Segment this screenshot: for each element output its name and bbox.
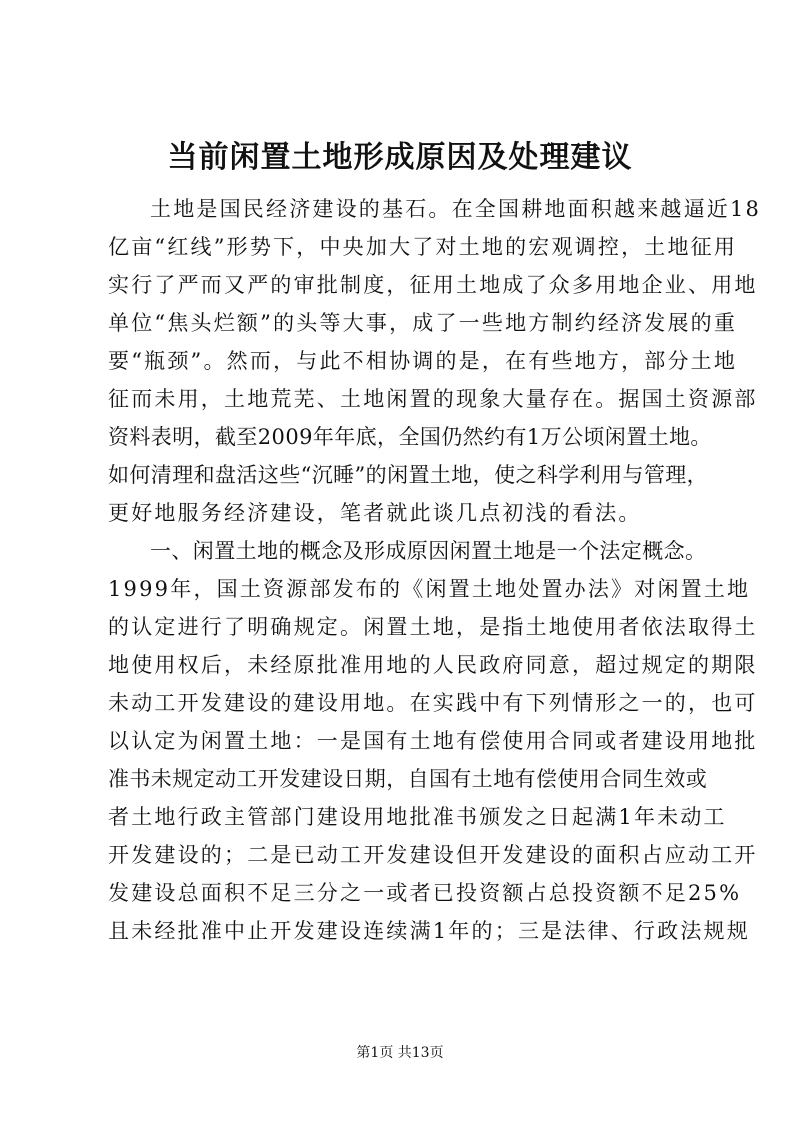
paragraph-line: 实行了严而又严的审批制度，征用土地成了众多用地企业、用地 xyxy=(108,273,758,297)
paragraph-line: 开发建设的；二是已动工开发建设但开发建设的面积占应动工开 xyxy=(108,843,758,867)
paragraph-line: 征而未用，土地荒芜、土地闲置的现象大量存在。据国土资源部 xyxy=(108,387,758,411)
paragraph-section-one xyxy=(108,532,758,950)
paragraph-line: 资料表明，截至2009年年底，全国仍然约有1万公顷闲置土地。 xyxy=(108,425,712,449)
paragraph-line: 一、闲置土地的概念及形成原因闲置土地是一个法定概念。 xyxy=(150,539,707,563)
page-title: 当前闲置土地形成原因及处理建议 xyxy=(167,140,633,175)
paragraph-line: 准书未规定动工开发建设日期，自国有土地有偿使用合同生效或 xyxy=(108,767,708,791)
paragraph-line: 以认定为闲置土地：一是国有土地有偿使用合同或者建设用地批 xyxy=(108,729,758,753)
page-number-footer: 第1页 共13页 xyxy=(356,1045,444,1061)
paragraph-line: 未动工开发建设的建设用地。在实践中有下列情形之一的，也可 xyxy=(108,691,758,715)
paragraph-line: 更好地服务经济建设，笔者就此谈几点初浅的看法。 xyxy=(108,501,642,525)
paragraph-line: 地使用权后，未经原批准用地的人民政府同意，超过规定的期限 xyxy=(108,653,758,677)
paragraph-line: 如何清理和盘活这些“沉睡”的闲置土地，使之科学利用与管理， xyxy=(108,463,709,487)
paragraph-line: 土地是国民经济建设的基石。在全国耕地面积越来越逼近18 xyxy=(150,197,762,221)
paragraph-line: 1999年，国土资源部发布的《闲置土地处置办法》对闲置土地 xyxy=(108,577,751,601)
paragraph-line: 要“瓶颈”。然而，与此不相协调的是，在有些地方，部分土地 xyxy=(108,349,738,373)
paragraph-line: 发建设总面积不足三分之一或者已投资额占总投资额不足25% xyxy=(108,881,742,905)
paragraph-line: 且未经批准中止开发建设连续满1年的；三是法律、行政法规规 xyxy=(108,919,750,943)
paragraph-line: 的认定进行了明确规定。闲置土地，是指土地使用者依法取得土 xyxy=(108,615,758,639)
paragraph-line: 亿亩“红线”形势下，中央加大了对土地的宏观调控，土地征用 xyxy=(108,235,738,259)
paragraph-line: 单位“焦头烂额”的头等大事，成了一些地方制约经济发展的重 xyxy=(108,311,738,335)
paragraph-intro xyxy=(108,190,762,532)
paragraph-line: 者土地行政主管部门建设用地批准书颁发之日起满1年未动工 xyxy=(108,805,727,829)
